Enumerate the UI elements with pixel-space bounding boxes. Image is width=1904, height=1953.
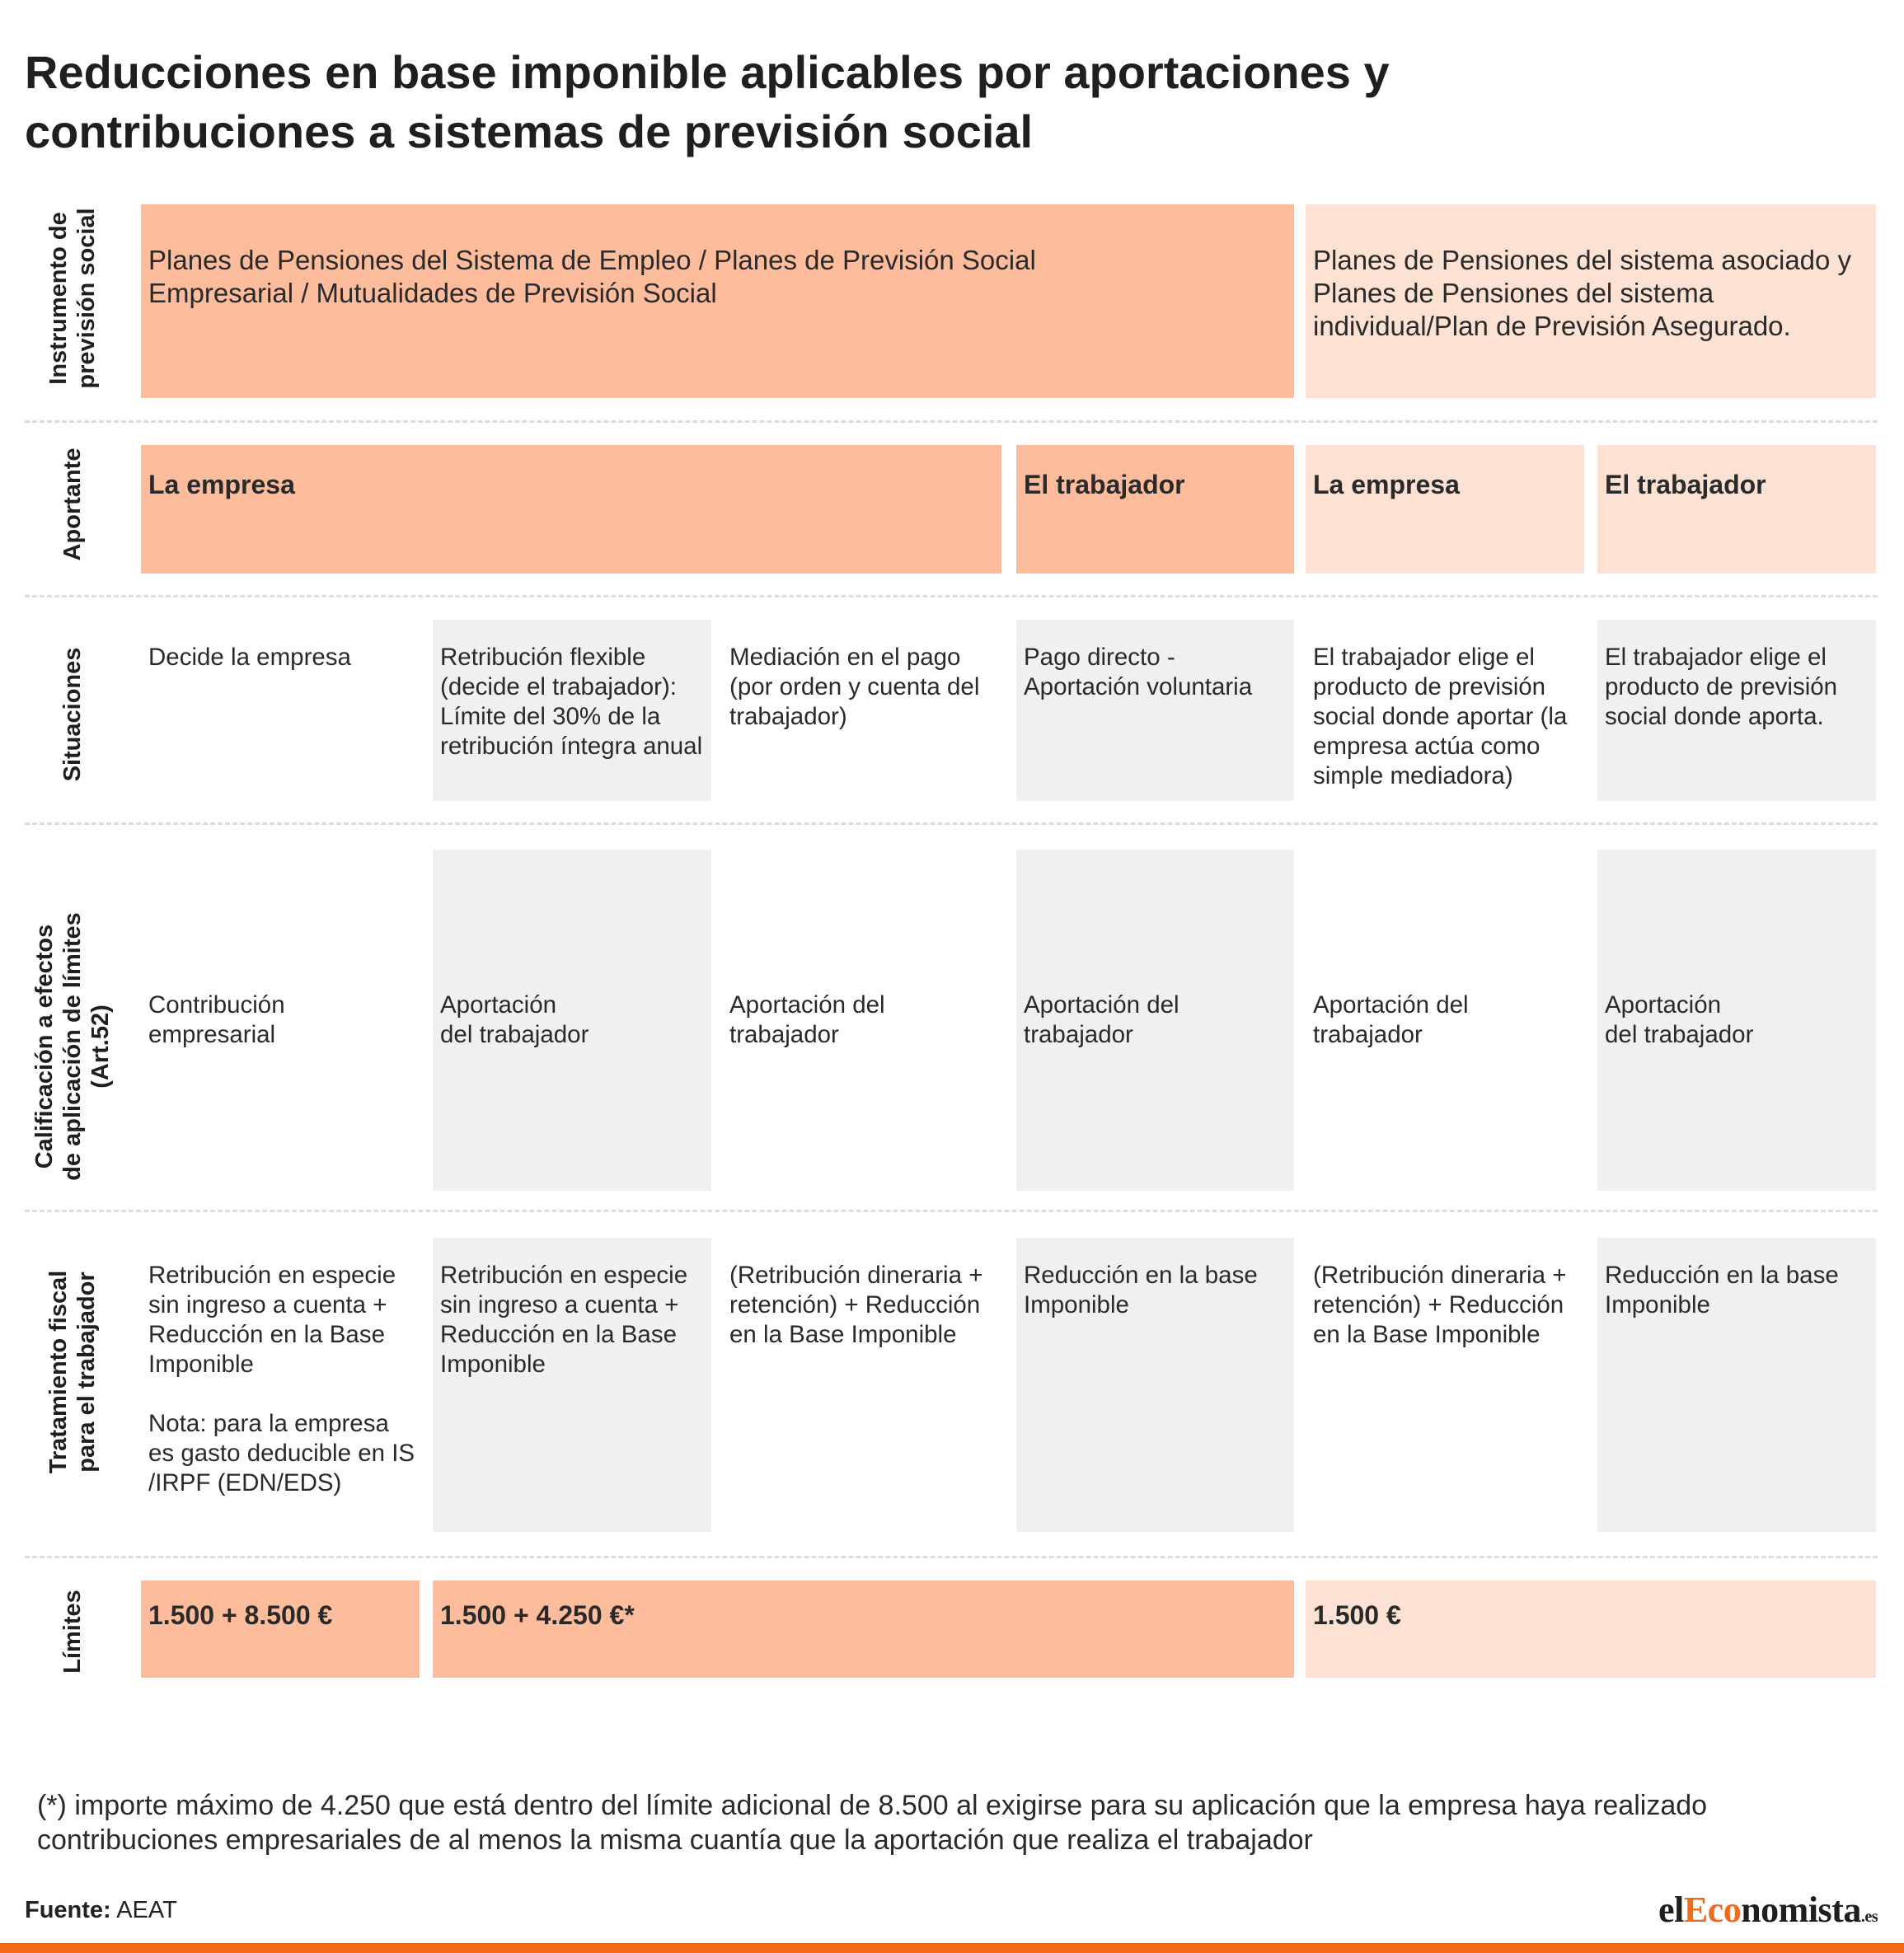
tratamiento-cell: Retribución en especie sin ingreso a cuenta + Reducción en la Base Imponible Nota: para la empresa es gasto deducible en IS /IRPF (EDN/EDS) — [148, 1262, 415, 1496]
tratamiento-cell: Reducción en la base Imponible — [1597, 1238, 1876, 1532]
row-divider — [25, 595, 1878, 597]
page-title: Reducciones en base imponible aplicables por aportaciones y contribuciones a sistemas de previsión social — [25, 46, 1390, 157]
brand-bottom-bar — [0, 1943, 1904, 1953]
limite-individual-cell: 1.500 € — [1306, 1581, 1876, 1678]
aportante-empresa-empleo: La empresa — [141, 445, 1001, 574]
calificacion-text: Aportación del trabajador — [1024, 991, 1179, 1048]
row-divider — [25, 1556, 1878, 1558]
situacion-cell: El trabajador elige el producto de previsión social donde aportar (la empresa actúa como simple mediadora) — [1313, 644, 1568, 789]
calificacion-cell — [433, 850, 711, 1191]
row-divider — [25, 822, 1878, 825]
source-label: Fuente: — [25, 1897, 111, 1923]
instrumento-empleo-cell: Planes de Pensiones del Sistema de Empleo / Planes de Previsión Social Empresarial / Mutualidades de Previsión Social — [141, 204, 1294, 398]
calificacion-text: Aportación del trabajador — [729, 991, 885, 1048]
tratamiento-cell: (Retribución dineraria + retención) + Reducción en la Base Imponible — [729, 1262, 983, 1348]
source-value: AEAT — [116, 1897, 177, 1923]
row-divider — [25, 1210, 1878, 1212]
tratamiento-cell: (Retribución dineraria + retención) + Reducción en la Base Imponible — [1313, 1262, 1567, 1348]
calificacion-text: Aportación del trabajador — [1605, 991, 1754, 1048]
limite-empresa-cell: 1.500 + 8.500 € — [141, 1581, 420, 1678]
tratamiento-cell: Retribución en especie sin ingreso a cuenta + Reducción en la Base Imponible — [433, 1238, 711, 1532]
source-credit — [25, 1897, 177, 1924]
calificacion-text: Aportación del trabajador — [440, 991, 589, 1048]
aportante-empresa-individual: La empresa — [1306, 445, 1584, 574]
limite-trabajador-cell: 1.500 + 4.250 €* — [433, 1581, 1294, 1678]
aportante-trabajador-empleo: El trabajador — [1016, 445, 1294, 574]
calificacion-text: Contribución empresarial — [148, 991, 285, 1048]
calificacion-cell — [1597, 850, 1876, 1191]
situacion-cell: El trabajador elige el producto de previsión social donde aporta. — [1597, 620, 1876, 801]
footnote: (*) importe máximo de 4.250 que está dentro del límite adicional de 8.500 al exigirse para su aplicación que la empresa haya realizado contribuciones empresariales de al menos la misma cuantía que la aportación que realiza el trabajador — [37, 1790, 1708, 1856]
instrumento-individual-cell: Planes de Pensiones del sistema asociado y Planes de Pensiones del sistema individual/Plan de Previsión Asegurado. — [1306, 204, 1876, 398]
calificacion-text: Aportación del trabajador — [1313, 991, 1469, 1048]
calificacion-cell — [1306, 850, 1586, 1191]
situacion-cell: Pago directo - Aportación voluntaria — [1016, 620, 1294, 801]
aportante-trabajador-individual: El trabajador — [1597, 445, 1876, 574]
eleconomista-logo: elEconomista.es — [1658, 1890, 1878, 1930]
situacion-cell: Mediación en el pago (por orden y cuenta del trabajador) — [729, 644, 980, 730]
calificacion-cell — [722, 850, 1002, 1191]
row-divider — [25, 420, 1878, 423]
calificacion-cell — [141, 850, 421, 1191]
tratamiento-cell: Reducción en la base Imponible — [1016, 1238, 1294, 1532]
situacion-cell: Retribución flexible (decide el trabajador): Límite del 30% de la retribución íntegra anual — [433, 620, 711, 801]
calificacion-cell — [1016, 850, 1294, 1191]
situacion-cell: Decide la empresa — [148, 644, 351, 671]
